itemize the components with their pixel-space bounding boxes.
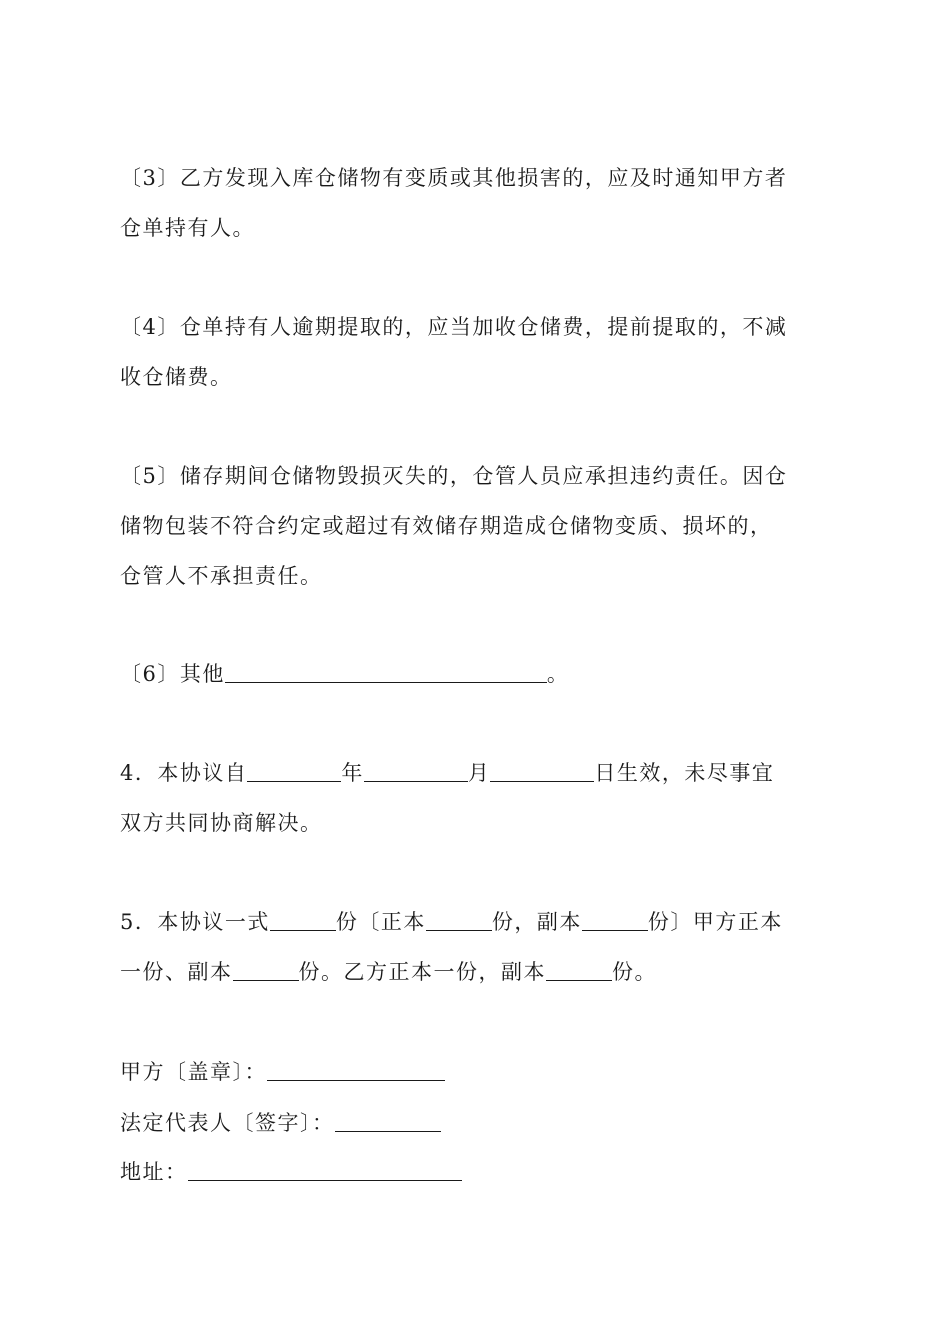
- year-blank: [247, 761, 341, 782]
- copies-clause: [120, 897, 832, 997]
- clause-4: [120, 302, 832, 402]
- party-a-seal-line: [120, 1057, 445, 1087]
- clause-3-line-1: 〔3〕乙方发现入库仓储物有变质或其他损害的，应及时通知甲方者: [120, 166, 788, 190]
- month-label: 月: [467, 761, 491, 785]
- copies-line-2-mid: 份。乙方正本一份，副本: [298, 960, 546, 984]
- clause-5-line-3: 仓管人不承担责任。: [120, 564, 323, 588]
- copies-prefix: 5．本协议一式: [120, 910, 270, 934]
- effective-tail: 日生效，未尽事宜: [594, 761, 775, 785]
- clause-4-line-1: 〔4〕仓单持有人逾期提取的，应当加收仓储费，提前提取的，不减: [120, 315, 788, 339]
- clause-6-blank: [225, 662, 547, 683]
- copies-line-1: [120, 897, 832, 947]
- clause-3: [120, 153, 832, 253]
- address-line: [120, 1157, 462, 1187]
- clause-6-prefix: 〔6〕其他: [120, 662, 225, 686]
- clause-5: [120, 451, 832, 601]
- total-copies-blank: [270, 910, 336, 931]
- effective-line-1: [120, 748, 832, 798]
- copies-line-2-prefix: 一份、副本: [120, 960, 233, 984]
- month-blank: [364, 761, 468, 782]
- clause-6-suffix: 。: [546, 662, 570, 686]
- copies-part-3: 份〕甲方正本: [647, 910, 783, 934]
- effective-line-2: 双方共同协商解决。: [120, 811, 323, 835]
- duplicate-copies-blank: [582, 910, 648, 931]
- legal-rep-line: [120, 1108, 441, 1138]
- clause-6-line: [120, 649, 832, 699]
- copies-part-1: 份〔正本: [335, 910, 426, 934]
- copies-part-2: 份，副本: [491, 910, 582, 934]
- effective-date-clause: [120, 748, 832, 848]
- legal-rep-label: 法定代表人〔签字〕：: [120, 1111, 335, 1135]
- legal-rep-signature-blank: [335, 1111, 441, 1132]
- clause-5-line-1: 〔5〕储存期间仓储物毁损灭失的，仓管人员应承担违约责任。因仓: [120, 464, 788, 488]
- party-a-seal-label: 甲方〔盖章〕：: [120, 1060, 267, 1084]
- clause-3-line-2: 仓单持有人。: [120, 216, 255, 240]
- year-label: 年: [341, 761, 364, 785]
- copies-line-2-end: 份。: [612, 960, 657, 984]
- clause-5-line-2: 储物包装不符合约定或超过有效储存期造成仓储物变质、损坏的，: [120, 514, 773, 538]
- party-a-duplicate-blank: [233, 960, 299, 981]
- clause-4-line-2: 收仓储费。: [120, 365, 233, 389]
- original-copies-blank: [426, 910, 492, 931]
- party-b-duplicate-blank: [546, 960, 612, 981]
- address-label: 地址：: [120, 1160, 188, 1184]
- address-blank: [188, 1160, 462, 1181]
- clause-6: [120, 649, 832, 699]
- party-a-seal-blank: [267, 1060, 445, 1081]
- copies-line-2: [120, 947, 832, 997]
- effective-prefix: 4．本协议自: [120, 761, 248, 785]
- day-blank: [490, 761, 594, 782]
